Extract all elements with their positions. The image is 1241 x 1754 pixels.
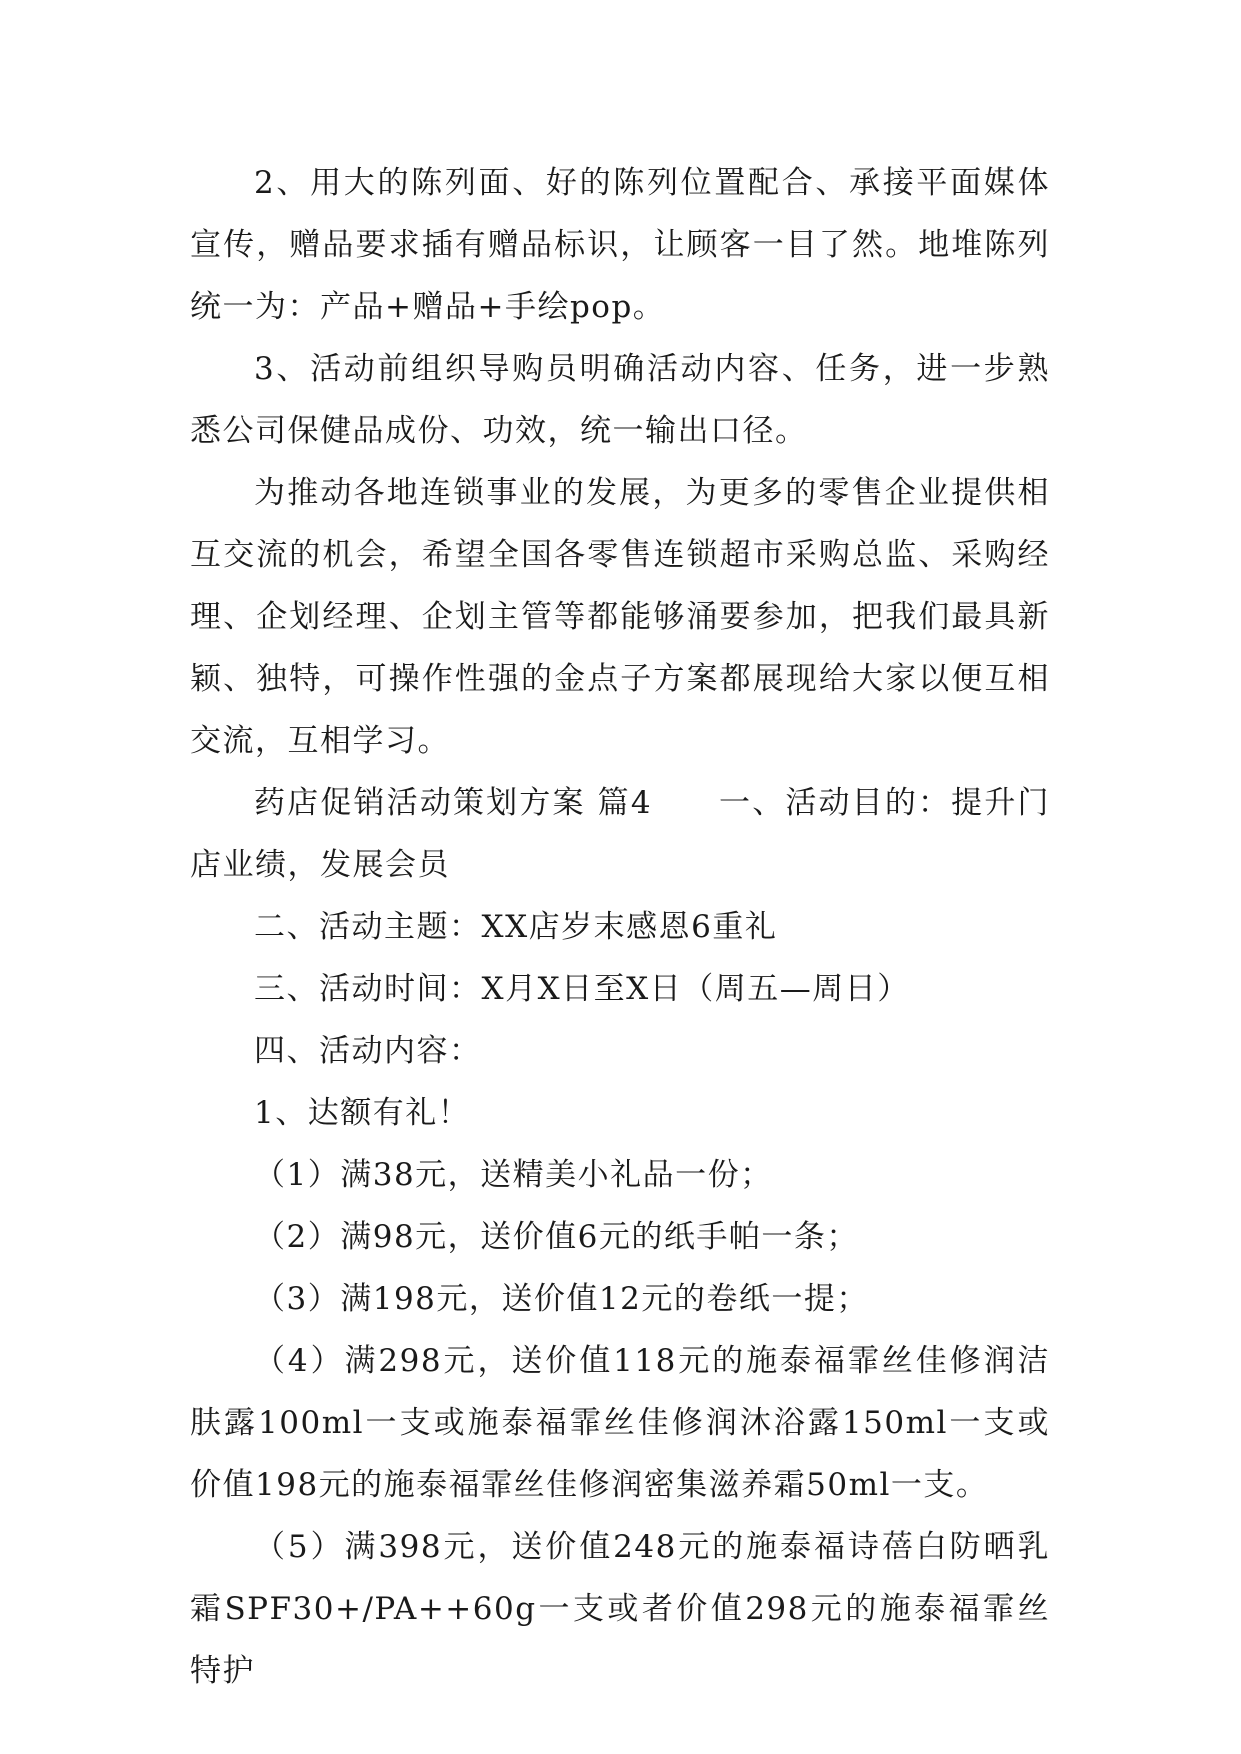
paragraph-gift-heading: 1、达额有礼！ xyxy=(254,1095,471,1131)
paragraph-plan-heading: 药店促销活动策划方案 篇4 一、活动目的：提升门店业绩，发展会员 xyxy=(190,785,1050,883)
paragraph-invitation: 为推动各地连锁事业的发展，为更多的零售企业提供相互交流的机会，希望全国各零售连锁超市采购总监、采购经理、企划经理、企划主管等都能够涌要参加，把我们最具新颖、独特，可操作性强的金点子方案都展现给大家以便互相交流，互相学习。 xyxy=(190,475,1050,759)
list-item-tier-5: （5）满398元，送价值248元的施泰福诗蓓白防晒乳霜SPF30+/PA++60g一支或者价值298元的施泰福霏丝特护 xyxy=(190,1529,1050,1689)
list-item-tier-2: （2）满98元，送价值6元的纸手帕一条； xyxy=(254,1219,859,1255)
paragraph-display-tip: 2、用大的陈列面、好的陈列位置配合、承接平面媒体宣传，赠品要求插有赠品标识，让顾客一目了然。地堆陈列统一为：产品+赠品+手绘pop。 xyxy=(190,165,1050,325)
paragraph-staff-training: 3、活动前组织导购员明确活动内容、任务，进一步熟悉公司保健品成份、功效，统一输出口径。 xyxy=(190,351,1050,449)
list-item-tier-3: （3）满198元，送价值12元的卷纸一提； xyxy=(254,1281,869,1317)
document-page xyxy=(190,152,1050,1702)
paragraph-content-heading: 四、活动内容： xyxy=(254,1033,482,1069)
paragraph-time: 三、活动时间：X月X日至X日（周五—周日） xyxy=(254,971,910,1007)
paragraph-theme: 二、活动主题：XX店岁末感恩6重礼 xyxy=(254,909,778,945)
list-item-tier-4: （4）满298元，送价值118元的施泰福霏丝佳修润洁肤露100ml一支或施泰福霏丝佳修润沐浴露150ml一支或价值198元的施泰福霏丝佳修润密集滋养霜50ml一支。 xyxy=(190,1343,1050,1503)
list-item-tier-1: （1）满38元，送精美小礼品一份； xyxy=(254,1157,773,1193)
